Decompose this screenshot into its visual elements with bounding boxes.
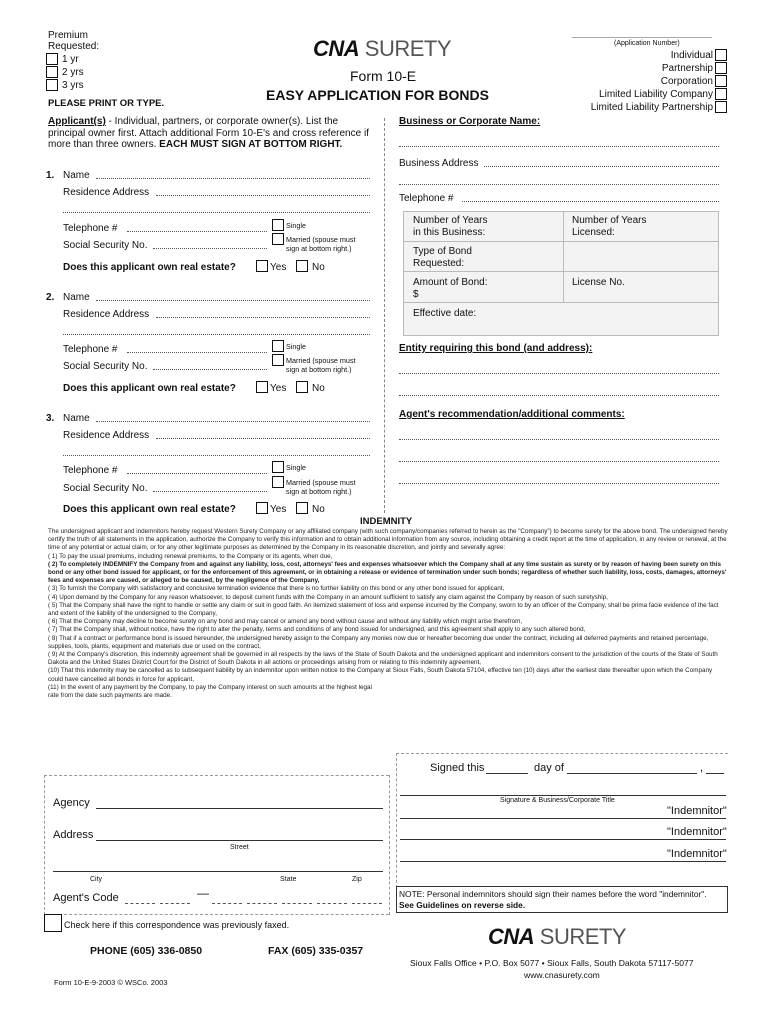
applicant-1-telephone-label: Telephone # [63,223,118,234]
applicant-3-no-label: No [312,504,325,515]
applicant-1-real-estate-question: Does this applicant own real estate? [63,262,236,273]
applicant-2-ssn-field[interactable] [153,369,267,370]
applicant-3-name-label: Name [63,413,90,424]
applicant-1-married-label: Married (spouse must sign at bottom right.) [286,235,356,253]
applicant-1-no-checkbox[interactable] [296,260,308,272]
applicant-2-yes-checkbox[interactable] [256,381,268,393]
applicant-3-telephone-label: Telephone # [63,465,118,476]
applicant-3-number: 3. [46,413,55,424]
signed-year-field[interactable] [706,773,724,774]
signature-box-left [396,753,397,888]
applicant-2-yes-label: Yes [270,383,287,394]
column-divider [384,118,385,513]
applicant-3-real-estate-question: Does this applicant own real estate? [63,504,236,515]
applicant-2-residence-field[interactable] [156,317,370,318]
business-address-field[interactable] [484,166,719,167]
agents-code-field-3[interactable] [212,903,242,904]
form-title: EASY APPLICATION FOR BONDS [266,87,489,103]
premium-2yrs-label: 2 yrs [62,67,84,78]
applicant-2-no-label: No [312,383,325,394]
agents-code-field-1[interactable] [125,903,155,904]
premium-1yr-label: 1 yr [62,54,79,65]
applicant-3-yes-label: Yes [270,504,287,515]
premium-3yrs-checkbox[interactable] [46,79,58,91]
premium-1yr-checkbox[interactable] [46,53,58,65]
entity-type-labels: Individual Partnership Corporation Limited Liability Company Limited Liability Partnership [590,50,713,113]
signature-box-top [396,753,728,754]
indemnitor-label-3: "Indemnitor" [667,848,727,860]
applicant-1-ssn-field[interactable] [153,248,267,249]
bond-details-row-line [403,241,719,242]
application-number-label: (Application Number) [614,40,680,47]
applicant-1-ssn-label: Social Security No. [63,240,148,251]
applicant-2-residence-field-2[interactable] [63,334,370,335]
applicant-2-real-estate-question: Does this applicant own real estate? [63,383,236,394]
applicant-3-yes-checkbox[interactable] [256,502,268,514]
years-licensed-label[interactable]: Number of Years Licensed: [572,215,647,238]
cna-surety-logo: CNA SURETY [313,36,452,61]
premium-2yrs-checkbox[interactable] [46,66,58,78]
indemnitor-label-2: "Indemnitor" [667,826,727,838]
applicant-2-married-checkbox[interactable] [272,354,284,366]
indemnitor-label-1: "Indemnitor" [667,805,727,817]
applicant-2-single-label: Single [286,342,306,351]
applicant-3-residence-field[interactable] [156,438,370,439]
signed-this-label: Signed this [430,762,485,774]
applicant-2-telephone-field[interactable] [127,352,267,353]
applicant-2-residence-label: Residence Address [63,309,150,320]
applicant-1-yes-checkbox[interactable] [256,260,268,272]
previously-faxed-label: Check here if this correspondence was previously faxed. [64,920,290,930]
partnership-checkbox[interactable] [715,62,727,74]
corporation-checkbox[interactable] [715,75,727,87]
comments-field-1[interactable] [399,439,719,440]
applicants-instructions: Applicant(s) - Individual, partners, or corporate owner(s). List the principal owner first. Attach additional Form 10-E's and cross reference if more than three owners. EACH MUST SIGN AT BOTTOM RIGHT. [48,116,369,150]
previously-faxed-checkbox[interactable] [44,914,62,932]
business-name-label: Business or Corporate Name: [399,116,541,127]
entity-requiring-field-2[interactable] [399,395,719,396]
bond-details-row-line [403,271,719,272]
agents-code-label: Agent's Code [53,892,119,904]
address-city-field[interactable] [53,871,383,872]
signature-title-label: Signature & Business/Corporate Title [500,797,615,804]
personal-indemnitor-note: NOTE: Personal indemnitors should sign their names before the word "indemnitor". See Guidelines on reverse side. [399,889,707,910]
entity-requiring-label: Entity requiring this bond (and address): [399,343,593,354]
applicant-3-telephone-field[interactable] [127,473,267,474]
agents-code-field-2[interactable] [160,903,190,904]
city-label: City [90,876,103,883]
applicant-2-single-checkbox[interactable] [272,340,284,352]
address-street-field[interactable] [96,840,383,841]
agents-code-field-7[interactable] [352,903,382,904]
applicant-1-number: 1. [46,170,55,181]
agency-box-left [44,775,45,915]
individual-checkbox[interactable] [715,49,727,61]
bond-details-row-line [403,302,719,303]
street-label: Street [230,844,249,851]
applicant-1-married-checkbox[interactable] [272,233,284,245]
signature-line-3[interactable] [400,839,726,840]
comments-field-3[interactable] [399,483,719,484]
entity-requiring-field-1[interactable] [399,373,719,374]
agency-box-top [44,775,389,776]
applicant-3-single-label: Single [286,463,306,472]
website[interactable]: www.cnasurety.com [524,970,600,980]
form-revision-footer: Form 10-E-9-2003 © WSCo. 2003 [54,978,168,987]
fax-number: FAX (605) 335-0357 [268,945,364,957]
comments-field-2[interactable] [399,461,719,462]
signed-day-field[interactable] [486,773,528,774]
applicant-1-no-label: No [312,262,325,273]
applicant-3-ssn-label: Social Security No. [63,483,148,494]
agents-code-field-6[interactable] [317,903,347,904]
indemnity-text: The undersigned applicant and indemnitors hereby request Western Surety Company or any affiliated company (with such company/companies referred to herein as the "Company") to become surety for the above bond. The undersigned hereby certify the truth of all statements in the application, authorize the Company to verify this information and to obtain additional information from any source, including obtaining a credit report at the time of application, in any review or renewal, at the time of any potential or actual claim, or for any other legitimate purposes as determined by the Company in its reasonable discretion, and jointly and severally agree: ( 1) To pay the usual premiums, including renewal premiums, to the Company or its agents, when due, ( 2) To completely INDEMNIFY the Company from and against any liability, loss, cost, attorneys' fees and expenses whatsoever which the Company shall at any time sustain as surety or by reason of having been surety on this bond or any other bond issued for applicant, or for the enforcement of this agreement, or in obtaining a release or evidence of termination under such bonds; regardless of whether such liability, loss, costs, damages, attorneys' fees and expenses are caused, or alleged to be caused, by the negligence of the Company, ( 3) To furnish the Company with satisfactory and conclusive termination evidence that there is no further liability on this bond or any other bond issued for applicant, ( 4) Upon demand by the Company for any reason whatsoever, to deposit current funds with the Company in an amount sufficient to satisfy any claim against the Company by reason of such suretyship, ( 5) That the Company shall have the right to handle or settle any claim or suit in good faith. An itemized statement of loss and expense incurred by the Company, sworn to by an officer of the Company, shall be prima facie evidence of the fact and extent of the liability of the undersigned to the Company, ( 6) That the Company may decline to become surety on any bond and may cancel or amend any bond without cause and without any liability which might arise therefrom, ( 7) That the Company shall, without notice, have the right to alter the penalty, terms and conditions of any bond issued for undersigned, and this agreement shall apply to any such altered bond, ( 8) That if a contract or performance bond is issued hereunder, the undersigned hereby assign to the Company any monies now due or hereafter becoming due under the contract, including all deferred payments and retained percentage, supplies, tools, plants, equipment and materials due or used on the contract, ( 9) At the Company's discretion, this indemnity agreement shall be governed in all respects by the laws of the State of South Dakota and the undersigned applicant and indemnitors consent to the jurisdiction of the courts of the State of South Dakota and the United States District Court for the District of South Dakota in all actions or proceedings arising from or relating to this indemnity agreement, (10) That this indemnity may be cancelled as to subsequent liability by an indemnitor upon written notice to the Company at Sioux Falls, South Dakota 57104, effective ten (10) days after the earliest date thereafter upon which the Company could have cancelled all bonds in force for applicant, (11) In the event of any payment by the Company, to pay the Company interest on such amounts at the highest legal rate from the date such payments are made. [48,528,728,700]
applicant-3-single-checkbox[interactable] [272,461,284,473]
years-in-business-label[interactable]: Number of Years in this Business: [413,215,488,238]
applicant-2-name-field[interactable] [96,300,370,301]
applicant-2-married-label: Married (spouse must sign at bottom right.) [286,356,356,374]
business-address-field-2[interactable] [399,184,719,185]
zip-label: Zip [352,876,362,883]
applicant-2-telephone-label: Telephone # [63,344,118,355]
signature-line-1[interactable] [400,795,726,796]
applicant-1-single-label: Single [286,221,306,230]
form-number: Form 10-E [350,68,417,84]
applicant-3-married-checkbox[interactable] [272,476,284,488]
cna-surety-footer-logo: CNA SURETY [488,924,627,949]
agents-recommendation-label: Agent's recommendation/additional comments: [399,409,625,420]
agency-box-right [389,775,390,915]
effective-date-label[interactable]: Effective date: [413,308,477,319]
applicant-1-telephone-field[interactable] [127,231,267,232]
applicant-1-name-field[interactable] [96,178,370,179]
agency-box-bottom [44,914,389,915]
applicant-3-no-checkbox[interactable] [296,502,308,514]
signed-comma: , [700,762,704,774]
phone-number: PHONE (605) 336-0850 [90,945,203,957]
applicant-1-residence-label: Residence Address [63,187,150,198]
amount-of-bond-label[interactable]: Amount of Bond: $ [413,277,488,300]
applicant-3-residence-label: Residence Address [63,430,150,441]
llc-checkbox[interactable] [715,88,727,100]
business-telephone-label: Telephone # [399,193,454,204]
license-no-label[interactable]: License No. [572,277,625,288]
indemnity-heading: INDEMNITY [360,516,413,527]
applicant-3-name-field[interactable] [96,421,370,422]
applicant-1-residence-field-2[interactable] [63,212,370,213]
applicant-2-no-checkbox[interactable] [296,381,308,393]
agents-code-field-4[interactable] [247,903,277,904]
premium-3yrs-label: 3 yrs [62,80,84,91]
signature-line-2[interactable] [400,818,726,819]
business-telephone-field[interactable] [462,201,719,202]
applicant-2-name-label: Name [63,292,90,303]
agency-label: Agency [53,797,90,809]
applicant-1-yes-label: Yes [270,262,287,273]
applicant-1-single-checkbox[interactable] [272,219,284,231]
signed-month-field[interactable] [567,773,697,774]
business-name-field[interactable] [399,146,719,147]
signature-line-4[interactable] [400,861,726,862]
application-number-line[interactable] [572,37,712,38]
applicant-3-married-label: Married (spouse must sign at bottom right.) [286,478,356,496]
bond-details-divider [563,212,564,302]
applicant-3-residence-field-2[interactable] [63,455,370,456]
premium-requested-label: Premium Requested: [48,30,100,52]
agency-field[interactable] [96,808,383,809]
address-label: Address [53,829,94,841]
applicant-3-ssn-field[interactable] [153,491,267,492]
agents-code-field-5[interactable] [282,903,312,904]
state-label: State [280,876,297,883]
day-of-label: day of [534,762,564,774]
type-of-bond-label[interactable]: Type of Bond Requested: [413,246,472,269]
business-address-label: Business Address [399,158,479,169]
applicant-1-name-label: Name [63,170,90,181]
please-print-text: PLEASE PRINT OR TYPE. [48,98,165,109]
agents-code-dash: — [197,886,209,900]
applicant-2-number: 2. [46,292,55,303]
office-address: Sioux Falls Office • P.O. Box 5077 • Sioux Falls, South Dakota 57117-5077 [410,958,694,968]
applicant-2-ssn-label: Social Security No. [63,361,148,372]
llp-checkbox[interactable] [715,101,727,113]
applicant-1-residence-field[interactable] [156,195,370,196]
